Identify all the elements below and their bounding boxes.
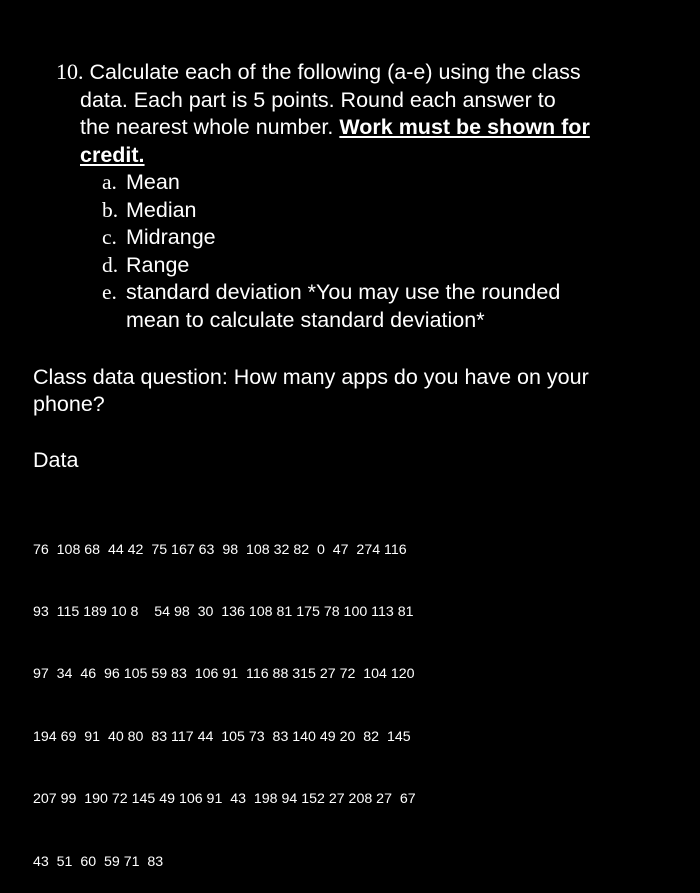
part-letter: d. [102, 252, 119, 277]
part-d [102, 252, 656, 280]
work-required-note: Work must be shown for [339, 115, 590, 139]
parts-list [56, 169, 656, 334]
class-question-line-1: Class data question: How many apps do you have on your [33, 365, 589, 389]
part-text: Mean [126, 170, 180, 194]
part-letter: b. [102, 197, 119, 222]
part-text: Range [126, 252, 190, 277]
part-b [102, 197, 656, 225]
part-letter: c. [102, 225, 117, 249]
class-data-question [33, 364, 673, 418]
question-text-line-1: Calculate each of the following (a-e) using the class [89, 60, 581, 84]
part-text: Median [126, 197, 197, 222]
data-row: 76 108 68 44 42 75 167 63 98 108 32 82 0 47 274 116 [33, 541, 407, 558]
data-heading: Data [33, 448, 79, 472]
part-text: standard deviation *You may use the rounded [126, 280, 561, 304]
question-text-line-2: data. Each part is 5 points. Round each answer to [80, 87, 556, 112]
data-row: 43 51 60 59 71 83 [33, 853, 164, 870]
question-line-4 [56, 142, 656, 170]
data-row: 194 69 91 40 80 83 117 44 105 73 83 140 49 20 82 145 [33, 728, 411, 745]
part-letter: a. [102, 170, 117, 194]
part-letter: e. [102, 280, 117, 304]
question-text-line-3: the nearest whole number. [80, 115, 340, 139]
data-row: 207 99 190 72 145 49 106 91 43 198 94 152 27 208 27 67 [33, 791, 416, 808]
part-e-continuation: mean to calculate standard deviation* [126, 307, 485, 332]
part-a [102, 169, 656, 197]
data-row: 97 34 46 96 105 59 83 106 91 116 88 315 27 72 104 120 [33, 666, 415, 683]
question-10 [56, 58, 656, 334]
question-line-1 [56, 58, 656, 87]
part-e [102, 279, 656, 307]
data-values [33, 498, 416, 893]
class-question-line-2: phone? [33, 392, 105, 416]
question-line-3 [56, 114, 656, 142]
part-c [102, 224, 656, 252]
data-row: 93 115 189 10 8 54 98 30 136 108 81 175 78 100 113 81 [33, 603, 414, 620]
question-number: 10. [56, 59, 84, 84]
work-required-note-end: credit. [80, 142, 145, 167]
part-text: Midrange [126, 225, 216, 249]
